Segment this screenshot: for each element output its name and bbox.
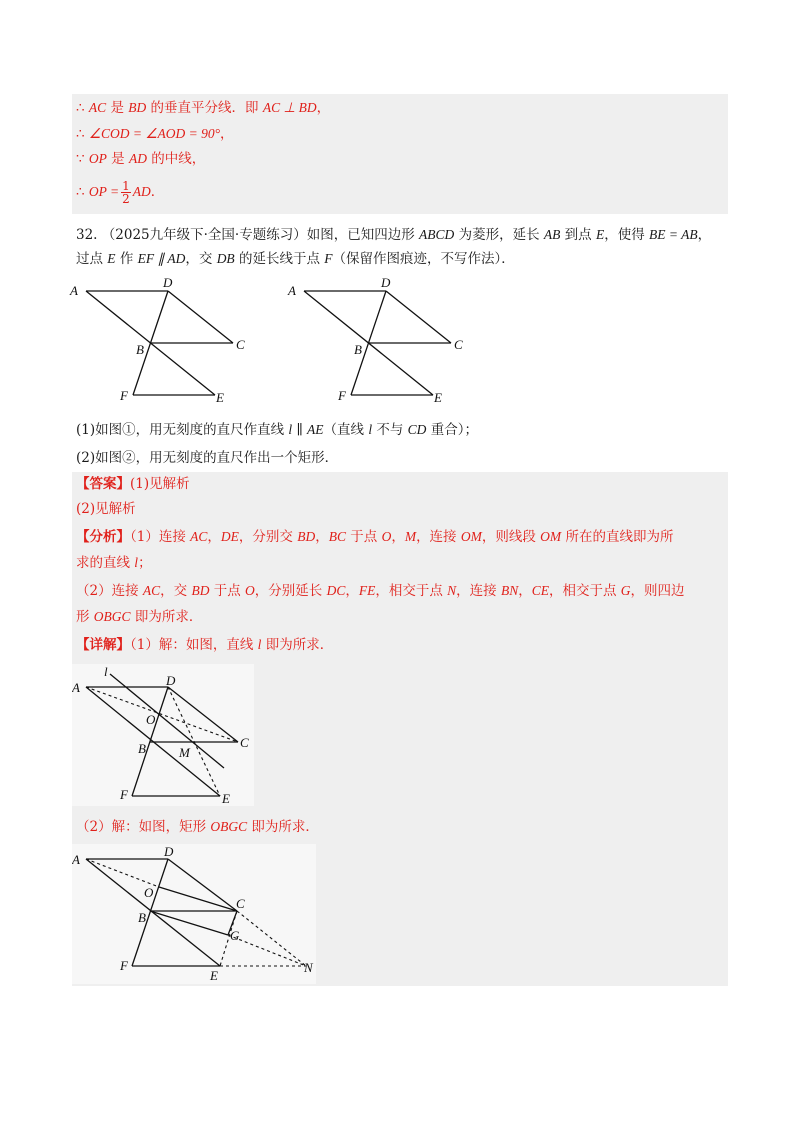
dashed-cn — [237, 911, 306, 966]
label-o: O — [144, 885, 154, 900]
label-b: B — [138, 741, 146, 756]
label-f: F — [120, 388, 128, 403]
label-c: C — [236, 896, 245, 911]
segment-dc — [168, 687, 238, 742]
segment-dc — [386, 291, 451, 343]
label-b: B — [354, 342, 362, 357]
label-c: C — [240, 735, 249, 750]
solution-figure-2 — [72, 844, 316, 984]
label-e: E — [216, 390, 224, 405]
analysis-line-4: 形 OBGC 即为所求． — [76, 609, 203, 625]
top-line-3: ∵ OP 是 AD 的中线， — [76, 151, 206, 167]
label-d: D — [381, 276, 391, 290]
segment-dc — [168, 291, 233, 343]
segment-oc — [159, 887, 237, 911]
label-e: E — [434, 390, 442, 405]
problem-figure-1 — [68, 276, 258, 408]
analysis-line-3: （2）连接 AC，交 BD 于点 O，分别延长 DC，FE，相交于点 N，连接 BN，CE，相交于点 G，则四边 — [76, 583, 685, 599]
top-line-1: ∴ AC 是 BD 的垂直平分线．即 AC ⊥ BD， — [76, 100, 331, 116]
label-a: A — [288, 283, 296, 298]
problem-line-2: 过点 E 作 EF ∥ AD，交 DB 的延长线于点 F（保留作图痕迹，不写作法）． — [76, 251, 515, 267]
detail-line-2: （2）解：如图，矩形 OBGC 即为所求． — [76, 819, 319, 835]
detail-line-1: 【详解】（1）解：如图，直线 l 即为所求． — [76, 637, 334, 653]
label-a: A — [72, 852, 80, 867]
dashed-ac — [86, 687, 238, 742]
label-m: M — [179, 745, 190, 760]
label-f: F — [338, 388, 346, 403]
fraction-one-half: $\frac{1}{2}$ — [122, 179, 130, 206]
label-b: B — [138, 910, 146, 925]
dashed-ao — [86, 859, 159, 887]
segment-dc — [168, 859, 237, 911]
label-g: G — [230, 928, 240, 943]
label-c: C — [236, 337, 245, 352]
dashed-gn — [228, 935, 306, 966]
analysis-line-1: 【分析】（1）连接 AC，DE，分别交 BD，BC 于点 O，M，连接 OM，则线段 OM 所在的直线即为所 — [76, 529, 674, 545]
problem-figure-2 — [286, 276, 476, 408]
label-a: A — [70, 283, 78, 298]
label-e: E — [222, 791, 230, 806]
label-f: F — [120, 958, 128, 973]
top-line-2: ∴ ∠COD = ∠AOD = 90°， — [76, 126, 234, 142]
question-2: (2)如图②，用无刻度的直尺作出一个矩形． — [76, 450, 339, 466]
label-d: D — [164, 844, 174, 859]
question-1: (1)如图①，用无刻度的直尺作直线 l ∥ AE（直线 l 不与 CD 重合）； — [76, 422, 478, 438]
label-b: B — [136, 342, 144, 357]
solution-figure-1 — [72, 664, 254, 806]
answer-line-1: 【答案】(1)见解析 — [76, 476, 190, 492]
label-a: A — [72, 680, 80, 695]
label-e: E — [210, 968, 218, 983]
label-c: C — [454, 337, 463, 352]
label-o: O — [146, 712, 156, 727]
answer-line-2: (2)见解析 — [76, 501, 136, 517]
segment-bg — [150, 911, 228, 935]
label-d: D — [163, 276, 173, 290]
analysis-line-2: 求的直线 l； — [76, 555, 152, 571]
label-f: F — [120, 787, 128, 802]
label-d: D — [166, 673, 176, 688]
label-n: N — [304, 960, 313, 975]
top-line-4: ∴ OP = $\frac{1}{2}$ AD． — [76, 179, 165, 206]
problem-line-1: 32. （2025九年级下·全国·专题练习）如图，已知四边形 ABCD 为菱形，延长 AB 到点 E，使得 BE = AB， — [76, 227, 712, 243]
label-l: l — [104, 664, 108, 679]
